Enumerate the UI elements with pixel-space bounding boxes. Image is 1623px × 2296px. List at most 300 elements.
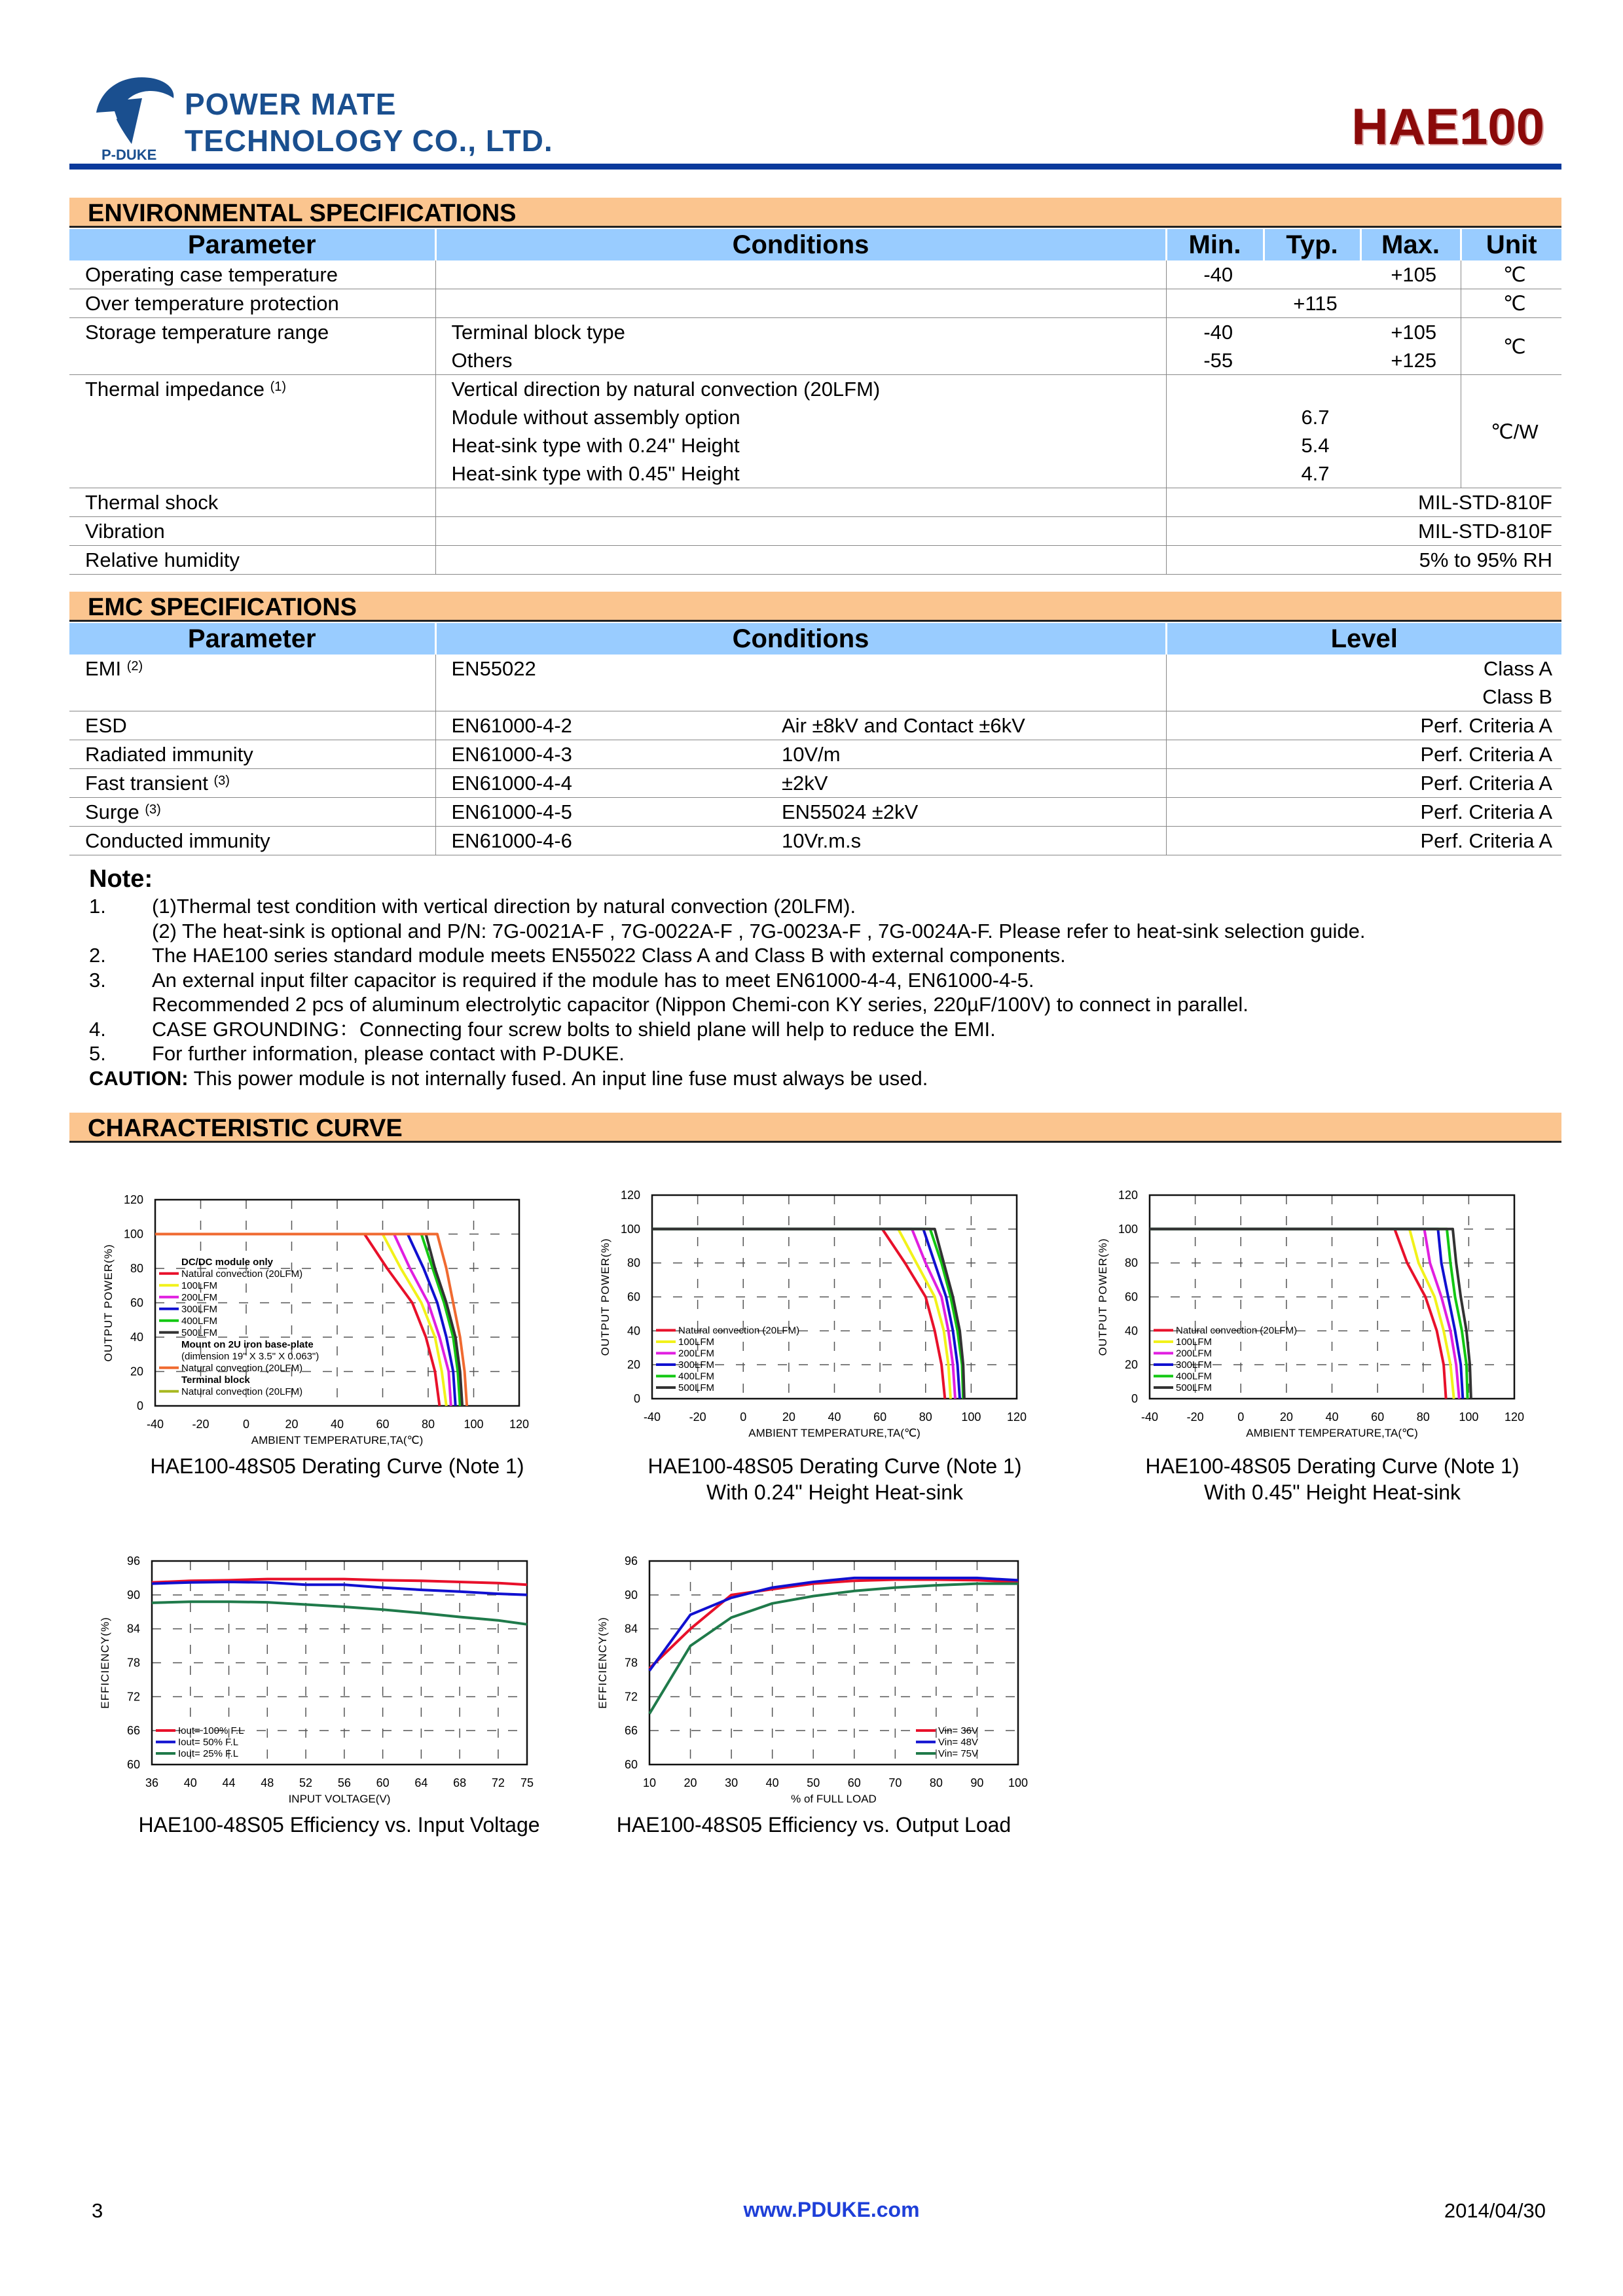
level-value: Perf. Criteria A — [1420, 772, 1553, 795]
min-value — [1182, 459, 1255, 488]
page-number: 3 — [92, 2199, 103, 2222]
condition-detail-cell: ±2kV — [766, 769, 1166, 798]
y-tick-label: 78 — [624, 1656, 638, 1670]
x-tick-label: 80 — [919, 1410, 932, 1424]
y-tick-label: 40 — [130, 1331, 143, 1344]
x-tick-label: 0 — [1237, 1410, 1245, 1424]
x-tick-label: 64 — [414, 1776, 428, 1789]
environmental-section-title: ENVIRONMENTAL SPECIFICATIONS — [69, 198, 1561, 228]
legend-label: Iout= 50% F.L — [178, 1736, 239, 1748]
parameter-cell — [69, 655, 435, 711]
legend-label: Iout= 100% F.L — [178, 1725, 244, 1736]
y-tick-label: 60 — [1124, 1290, 1138, 1304]
y-tick-label: 40 — [627, 1324, 640, 1338]
website-link[interactable]: www.PDUKE.com — [743, 2198, 920, 2221]
max-value — [1376, 431, 1451, 459]
note-text: An external input filter capacitor is required if the module has to meet EN61000-4-4, EN61000-4-5. — [152, 968, 1034, 992]
level-value: Class B — [1482, 685, 1553, 708]
x-tick-label: 44 — [222, 1776, 236, 1789]
chart-3 — [93, 1541, 586, 1856]
x-tick-label: 0 — [242, 1418, 250, 1431]
x-axis-label: AMBIENT TEMPERATURE,TA(℃) — [1246, 1427, 1418, 1439]
parameter-name: Relative humidity — [85, 548, 240, 571]
x-tick-label: 60 — [1371, 1410, 1385, 1424]
caution-label: CAUTION: — [89, 1066, 189, 1090]
y-tick-label: 60 — [627, 1290, 640, 1304]
legend-label: 400LFM — [678, 1371, 715, 1382]
x-tick-label: 40 — [1325, 1410, 1339, 1424]
level-value: Class A — [1483, 657, 1553, 680]
x-axis-label: AMBIENT TEMPERATURE,TA(℃) — [251, 1434, 424, 1446]
column-header: Level — [1166, 623, 1561, 655]
footnote-ref: (2) — [126, 659, 143, 673]
table-row — [69, 711, 1561, 740]
legend-label: Vin= 36V — [938, 1725, 979, 1736]
chart-caption — [552, 1812, 1076, 1838]
column-header: Parameter — [69, 623, 435, 655]
typ-cell — [1264, 318, 1360, 375]
max-value — [1376, 403, 1451, 431]
standard-cell: EN61000-4-2 — [435, 711, 766, 740]
x-tick-label: 75 — [520, 1776, 534, 1789]
parameter-cell — [69, 375, 435, 488]
y-tick-label: 100 — [123, 1227, 143, 1241]
chart-2 — [1091, 1175, 1573, 1490]
x-tick-label: 120 — [1504, 1410, 1525, 1424]
legend-label: 500LFM — [181, 1327, 218, 1338]
company-logo — [88, 72, 177, 164]
x-tick-label: 52 — [299, 1776, 313, 1789]
level-value: Perf. Criteria A — [1420, 829, 1553, 852]
x-tick-label: 20 — [782, 1410, 795, 1424]
condition-detail-cell: Air ±8kV and Contact ±6kV — [766, 711, 1166, 740]
max-value: +125 — [1391, 349, 1437, 372]
footnote-ref: (3) — [213, 774, 230, 788]
chart-caption-line: HAE100-48S05 Efficiency vs. Output Load — [616, 1813, 1012, 1837]
x-tick-label: 68 — [453, 1776, 467, 1789]
min-cell — [1166, 318, 1264, 375]
typ-value: +115 — [1293, 292, 1338, 315]
table-row — [69, 769, 1561, 798]
x-tick-label: -40 — [1140, 1410, 1159, 1424]
parameter-cell — [69, 488, 435, 517]
condition-detail-cell — [766, 655, 1166, 711]
column-header: Parameter — [69, 229, 435, 260]
level-cell — [1166, 827, 1561, 855]
environmental-spec-table — [69, 229, 1561, 575]
max-value — [1376, 289, 1451, 317]
min-cell — [1166, 260, 1264, 289]
level-cell — [1166, 655, 1561, 711]
conditions-cell — [435, 318, 1166, 375]
note-item — [89, 919, 1562, 944]
note-number — [89, 919, 152, 944]
legend-label: Vin= 75V — [938, 1748, 979, 1759]
note-number — [89, 992, 152, 1017]
x-tick-label: 80 — [421, 1418, 435, 1431]
chart-caption-line: HAE100-48S05 Derating Curve (Note 1) — [150, 1454, 524, 1478]
level-value: Perf. Criteria A — [1420, 743, 1553, 766]
y-tick-label: 80 — [627, 1256, 640, 1270]
note-text: (1)Thermal test condition with vertical direction by natural convection (20LFM). — [152, 895, 856, 918]
y-axis-label: OUTPUT POWER(%) — [102, 1244, 115, 1362]
condition-detail-cell: 10Vr.m.s — [766, 827, 1166, 855]
y-tick-label: 84 — [126, 1622, 140, 1636]
y-axis-label: OUTPUT POWER(%) — [1097, 1238, 1109, 1356]
parameter-cell — [69, 827, 435, 855]
parameter-cell — [69, 318, 435, 375]
value-cell: MIL-STD-810F — [1166, 517, 1561, 546]
y-tick-label: 84 — [624, 1622, 638, 1636]
parameter-cell — [69, 517, 435, 546]
y-tick-label: 60 — [130, 1296, 143, 1310]
parameter-name: Thermal shock — [85, 491, 219, 514]
y-tick-label: 72 — [126, 1690, 140, 1704]
legend-label: 200LFM — [1176, 1348, 1213, 1359]
legend-label: 400LFM — [181, 1315, 218, 1327]
min-value: -40 — [1203, 321, 1233, 344]
series-line-1 — [152, 1582, 527, 1595]
max-value — [1376, 375, 1451, 403]
chart-caption-line: With 0.45" Height Heat-sink — [1204, 1480, 1461, 1504]
parameter-name: Radiated immunity — [85, 743, 253, 766]
y-tick-label: 120 — [620, 1189, 640, 1202]
min-value — [1182, 375, 1255, 403]
typ-value: 6.7 — [1301, 406, 1330, 429]
conditions-cell — [435, 260, 1166, 289]
x-tick-label: 40 — [828, 1410, 841, 1424]
x-tick-label: 40 — [765, 1776, 779, 1789]
value-cell: 5% to 95% RH — [1166, 546, 1561, 575]
max-cell — [1360, 375, 1461, 488]
parameter-cell — [69, 769, 435, 798]
document-date: 2014/04/30 — [1444, 2199, 1546, 2222]
legend-label: 100LFM — [181, 1280, 218, 1291]
company-name-line1: POWER MATE — [185, 87, 397, 121]
parameter-name: Over temperature protection — [85, 292, 339, 315]
typ-value — [1279, 318, 1351, 346]
max-value: +105 — [1391, 321, 1437, 344]
legend-label: 500LFM — [1176, 1382, 1213, 1393]
condition-detail-cell: 10V/m — [766, 740, 1166, 769]
chart-caption — [77, 1812, 601, 1838]
x-tick-label: -20 — [1186, 1410, 1204, 1424]
typ-cell — [1264, 375, 1360, 488]
x-tick-label: -20 — [689, 1410, 706, 1424]
min-cell — [1166, 289, 1264, 318]
x-tick-label: 100 — [961, 1410, 981, 1424]
parameter-name: Surge — [85, 800, 139, 823]
parameter-name: Operating case temperature — [85, 263, 338, 286]
logo-text: P-DUKE — [101, 147, 157, 163]
typ-value: 5.4 — [1301, 434, 1330, 457]
x-tick-label: 20 — [1279, 1410, 1293, 1424]
cond-value: Module without assembly option — [451, 406, 740, 429]
footnote-ref: (1) — [270, 380, 287, 394]
note-item — [89, 894, 1562, 919]
note-text: Recommended 2 pcs of aluminum electrolytic capacitor (Nippon Chemi-con KY series, 220µF/100V) to connect in parallel. — [152, 993, 1249, 1016]
x-tick-label: 40 — [183, 1776, 197, 1789]
table-row — [69, 488, 1561, 517]
x-tick-label: 48 — [261, 1776, 274, 1789]
legend-label: Natural convection (20LFM) — [181, 1362, 303, 1374]
table-row — [69, 827, 1561, 855]
parameter-cell — [69, 798, 435, 827]
x-tick-label: 80 — [929, 1776, 943, 1789]
legend-label: Natural convection (20LFM) — [1176, 1325, 1298, 1336]
y-tick-label: 78 — [126, 1656, 140, 1670]
column-header: Min. — [1166, 229, 1264, 260]
conditions-cell — [435, 546, 1166, 575]
y-tick-label: 66 — [624, 1724, 638, 1738]
parameter-name: ESD — [85, 714, 127, 737]
level-cell — [1166, 740, 1561, 769]
legend-label: (dimension 19" X 3.5" X 0.063") — [181, 1350, 319, 1362]
level-cell — [1166, 798, 1561, 827]
value-cell: MIL-STD-810F — [1166, 488, 1561, 517]
y-tick-label: 120 — [123, 1193, 143, 1206]
conditions-cell — [435, 289, 1166, 318]
x-tick-label: 60 — [873, 1410, 887, 1424]
x-tick-label: 100 — [464, 1418, 484, 1431]
x-axis-label: AMBIENT TEMPERATURE,TA(℃) — [748, 1427, 921, 1439]
chart-caption-line: HAE100-48S05 Efficiency vs. Input Voltage — [138, 1813, 540, 1837]
cond-value: Heat-sink type with 0.45" Height — [451, 462, 740, 485]
note-text: For further information, please contact with P-DUKE. — [152, 1042, 625, 1065]
chart-1 — [593, 1175, 1076, 1490]
legend-label: Iout= 25% F.L — [178, 1748, 239, 1759]
y-tick-label: 40 — [1124, 1324, 1138, 1338]
x-tick-label: 30 — [725, 1776, 739, 1789]
table-row — [69, 375, 1561, 488]
x-tick-label: 36 — [145, 1776, 159, 1789]
standard-cell: EN61000-4-4 — [435, 769, 766, 798]
cond-value — [452, 260, 1157, 289]
x-tick-label: 60 — [376, 1418, 390, 1431]
table-row — [69, 289, 1561, 318]
typ-cell — [1264, 260, 1360, 289]
cond-value — [452, 289, 1157, 317]
level-cell — [1166, 711, 1561, 740]
typ-value — [1279, 375, 1351, 403]
x-tick-label: 56 — [337, 1776, 351, 1789]
y-tick-label: 80 — [130, 1262, 143, 1275]
typ-value — [1279, 260, 1351, 289]
x-tick-label: 0 — [740, 1410, 747, 1424]
legend-label: Natural convection (20LFM) — [181, 1386, 303, 1397]
min-value — [1182, 431, 1255, 459]
min-cell — [1166, 375, 1264, 488]
x-axis-label: INPUT VOLTAGE(V) — [288, 1793, 391, 1805]
y-tick-label: 20 — [1124, 1358, 1138, 1372]
x-tick-label: 120 — [1006, 1410, 1027, 1424]
column-header: Conditions — [435, 623, 1166, 655]
x-tick-label: 80 — [1416, 1410, 1430, 1424]
note-text: CASE GROUNDING：Connecting four screw bolts to shield plane will help to reduce the EMI. — [152, 1017, 996, 1041]
emc-section-title: EMC SPECIFICATIONS — [69, 592, 1561, 622]
note-item — [89, 1041, 1562, 1066]
x-tick-label: 50 — [807, 1776, 820, 1789]
y-tick-label: 20 — [130, 1365, 143, 1378]
max-value — [1376, 459, 1451, 488]
parameter-name: EMI — [85, 657, 122, 680]
note-item — [89, 943, 1562, 968]
y-tick-label: 0 — [1131, 1392, 1138, 1405]
note-item — [89, 968, 1562, 993]
x-tick-label: 90 — [970, 1776, 984, 1789]
note-number: 4. — [89, 1017, 106, 1041]
column-header: Unit — [1461, 229, 1561, 260]
legend-label: Natural convection (20LFM) — [678, 1325, 800, 1336]
legend-label: DC/DC module only — [181, 1256, 274, 1268]
x-tick-label: -40 — [643, 1410, 661, 1424]
y-axis-label: OUTPUT POWER(%) — [599, 1238, 611, 1356]
column-header: Conditions — [435, 229, 1166, 260]
level-cell — [1166, 769, 1561, 798]
y-tick-label: 90 — [624, 1588, 638, 1602]
min-value: -40 — [1203, 263, 1233, 286]
legend-label: Terminal block — [181, 1374, 250, 1386]
x-tick-label: 100 — [1459, 1410, 1479, 1424]
x-tick-label: -20 — [192, 1418, 210, 1431]
max-value: +105 — [1391, 263, 1437, 286]
y-tick-label: 80 — [1124, 1256, 1138, 1270]
table-row — [69, 546, 1561, 575]
parameter-name: Vibration — [85, 520, 165, 543]
parameter-name: Thermal impedance — [85, 378, 264, 401]
min-value — [1182, 403, 1255, 431]
parameter-name: Fast transient — [85, 772, 208, 795]
legend-label: 300LFM — [181, 1303, 218, 1315]
y-tick-label: 0 — [633, 1392, 640, 1405]
series-line-2 — [649, 1584, 1018, 1714]
cond-value: Vertical direction by natural convection (20LFM) — [451, 378, 881, 401]
typ-value — [1279, 346, 1351, 374]
chart-caption — [573, 1453, 1097, 1505]
min-value — [1182, 289, 1255, 317]
max-cell — [1360, 318, 1461, 375]
chart-0 — [96, 1180, 578, 1498]
emc-spec-table — [69, 623, 1561, 855]
typ-cell — [1264, 289, 1360, 318]
condition-detail-cell: EN55024 ±2kV — [766, 798, 1166, 827]
y-tick-label: 60 — [126, 1758, 140, 1771]
x-tick-label: 40 — [330, 1418, 344, 1431]
y-tick-label: 96 — [126, 1554, 140, 1568]
footnote-ref: (3) — [145, 802, 161, 817]
table-row — [69, 798, 1561, 827]
series-line-2 — [152, 1602, 527, 1624]
level-value: Perf. Criteria A — [1420, 714, 1553, 737]
notes-title: Note: — [89, 865, 153, 893]
legend-label: 300LFM — [678, 1359, 715, 1371]
unit-cell: ℃ — [1461, 260, 1561, 289]
x-tick-label: 60 — [376, 1776, 390, 1789]
table-row — [69, 740, 1561, 769]
table-row — [69, 260, 1561, 289]
conditions-cell — [435, 488, 1166, 517]
y-tick-label: 120 — [1118, 1189, 1138, 1202]
note-item — [89, 1017, 1562, 1042]
chart-4 — [591, 1541, 1077, 1856]
x-tick-label: 70 — [888, 1776, 902, 1789]
y-tick-label: 96 — [624, 1554, 638, 1568]
note-number: 3. — [89, 968, 106, 992]
y-tick-label: 0 — [136, 1399, 143, 1412]
parameter-cell — [69, 740, 435, 769]
conditions-cell — [435, 517, 1166, 546]
caution-text: This power module is not internally fused. An input line fuse must always be used. — [188, 1066, 928, 1090]
y-axis-label: EFFICIENCY(%) — [99, 1617, 111, 1709]
note-item — [89, 992, 1562, 1017]
chart-caption — [1070, 1453, 1594, 1505]
parameter-name: Storage temperature range — [85, 321, 329, 344]
y-axis-label: EFFICIENCY(%) — [596, 1617, 609, 1709]
legend-label: Natural convection (20LFM) — [181, 1268, 303, 1280]
y-tick-label: 20 — [627, 1358, 640, 1372]
chart-caption — [75, 1453, 599, 1479]
cond-value: Others — [451, 349, 513, 372]
note-number: 1. — [89, 895, 106, 918]
typ-value: 4.7 — [1301, 462, 1330, 485]
x-tick-label: 72 — [491, 1776, 505, 1789]
x-tick-label: 20 — [684, 1776, 697, 1789]
y-tick-label: 72 — [624, 1690, 638, 1704]
caution-note — [89, 1066, 1562, 1091]
standard-cell: EN61000-4-3 — [435, 740, 766, 769]
note-number: 2. — [89, 944, 106, 967]
x-tick-label: 60 — [847, 1776, 861, 1789]
unit-cell: ℃ — [1461, 318, 1561, 375]
level-value: Perf. Criteria A — [1420, 800, 1553, 823]
note-text: (2) The heat-sink is optional and P/N: 7G-0021A-F , 7G-0022A-F , 7G-0023A-F , 7G-0024A-F. Please refer to heat-sink selection guide. — [152, 919, 1366, 942]
legend-label: 500LFM — [678, 1382, 715, 1393]
cond-value: Heat-sink type with 0.24" Height — [451, 434, 740, 457]
y-tick-label: 60 — [624, 1758, 638, 1771]
standard-cell: EN61000-4-5 — [435, 798, 766, 827]
parameter-cell — [69, 289, 435, 318]
series-line-1 — [649, 1578, 1018, 1671]
table-row — [69, 655, 1561, 711]
legend-label: Vin= 48V — [938, 1736, 979, 1748]
x-tick-label: -40 — [146, 1418, 164, 1431]
model-title: HAE100 — [1351, 98, 1544, 155]
y-tick-label: 90 — [126, 1588, 140, 1602]
note-number: 5. — [89, 1042, 106, 1065]
parameter-cell — [69, 260, 435, 289]
cond-value: Terminal block type — [451, 321, 625, 344]
legend-label: 100LFM — [1176, 1336, 1213, 1348]
column-header: Max. — [1360, 229, 1461, 260]
unit-cell: ℃/W — [1461, 375, 1561, 488]
y-tick-label: 100 — [620, 1222, 640, 1236]
min-value: -55 — [1203, 349, 1233, 372]
parameter-name: Conducted immunity — [85, 829, 270, 852]
standard-cell: EN55022 — [435, 655, 766, 711]
y-tick-label: 100 — [1118, 1222, 1138, 1236]
note-text: The HAE100 series standard module meets EN55022 Class A and Class B with external components. — [152, 944, 1066, 967]
x-tick-label: 120 — [509, 1418, 530, 1431]
y-tick-label: 66 — [126, 1724, 140, 1738]
legend-label: 300LFM — [1176, 1359, 1213, 1371]
company-name-line2: TECHNOLOGY CO., LTD. — [185, 124, 553, 158]
x-tick-label: 100 — [1008, 1776, 1029, 1789]
legend-label: 100LFM — [678, 1336, 715, 1348]
max-cell — [1360, 260, 1461, 289]
conditions-cell — [435, 375, 1166, 488]
max-cell — [1360, 289, 1461, 318]
table-row — [69, 318, 1561, 375]
